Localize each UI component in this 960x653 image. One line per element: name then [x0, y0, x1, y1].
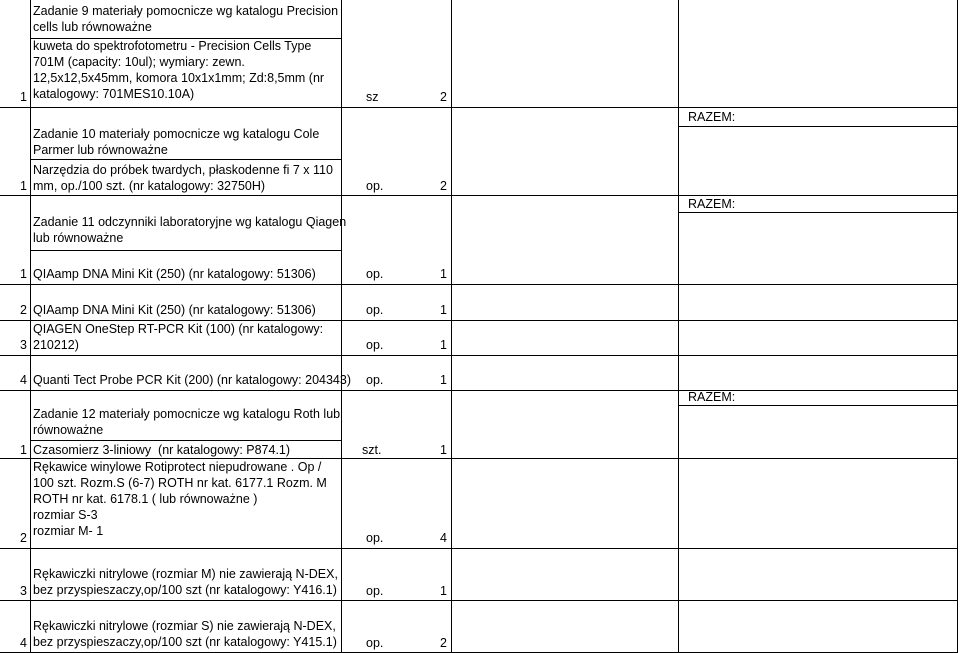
col-divider: [30, 0, 31, 653]
item-qty: 2: [440, 636, 447, 650]
item-name: kuweta do spektrofotometru - Precision Cells Type 701M (capacity: 10ul); wymiary: zewn. 12,5x12,5x45mm, komora 10x1x1mm; Zd:8,5mm (nr katalogowy: 701MES10.10A): [33, 39, 325, 101]
row-divider: [30, 159, 341, 160]
item-qty: 1: [440, 443, 447, 457]
row-divider: [30, 250, 341, 251]
item-name: Rękawice winylowe Rotiprotect niepudrowane . Op / 100 szt. Rozm.S (6-7) ROTH nr kat. 6177.1 Rozm. M ROTH nr kat. 6178.1 ( lub równoważne ) rozmiar S-3 rozmiar M- 1: [33, 460, 327, 538]
item-name: QIAGEN OneStep RT-PCR Kit (100) (nr katalogowy: 210212): [33, 322, 324, 352]
row-divider: [678, 405, 958, 406]
item-qty: 4: [440, 531, 447, 545]
item-name: Rękawiczki nitrylowe (rozmiar S) nie zawierają N-DEX, bez przyspieszaczy,op/100 szt (nr katalogowy: Y415.1): [33, 619, 337, 649]
item-unit: op.: [366, 338, 384, 352]
col-divider: [678, 0, 679, 653]
section-title: Zadanie 10 materiały pomocnicze wg katalogu Cole Parmer lub równoważne: [33, 127, 320, 157]
item-number: 3: [20, 338, 27, 352]
item-number: 2: [20, 303, 27, 317]
item-number: 1: [20, 179, 27, 193]
item-unit: szt.: [362, 443, 382, 457]
item-qty: 1: [440, 303, 447, 317]
item-qty: 1: [440, 584, 447, 598]
item-name: Quanti Tect Probe PCR Kit (200) (nr katalogowy: 204343): [33, 373, 351, 387]
razem-label: RAZEM:: [688, 110, 736, 124]
item-qty: 1: [440, 267, 447, 281]
item-qty: 1: [440, 373, 447, 387]
section-title: Zadanie 9 materiały pomocnicze wg katalogu Precision cells lub równoważne: [33, 4, 339, 34]
item-unit: op.: [366, 267, 384, 281]
item-number: 3: [20, 584, 27, 598]
col-divider: [341, 0, 342, 653]
item-unit: op.: [366, 303, 384, 317]
row-divider: [0, 600, 958, 601]
item-name: Narzędzia do próbek twardych, płaskodenne fi 7 x 110 mm, op./100 szt. (nr katalogowy: 32750H): [33, 163, 333, 193]
item-name: QIAamp DNA Mini Kit (250) (nr katalogowy: 51306): [33, 303, 316, 317]
item-name: QIAamp DNA Mini Kit (250) (nr katalogowy: 51306): [33, 267, 316, 281]
item-unit: op.: [366, 584, 384, 598]
item-qty: 2: [440, 179, 447, 193]
item-number: 4: [20, 636, 27, 650]
item-unit: op.: [366, 179, 384, 193]
item-number: 2: [20, 531, 27, 545]
row-divider: [678, 212, 958, 213]
row-divider: [30, 440, 341, 441]
item-name: Czasomierz 3-liniowy (nr katalogowy: P874.1): [33, 443, 291, 457]
col-divider: [957, 0, 958, 653]
item-qty: 2: [440, 90, 447, 104]
item-name: Rękawiczki nitrylowe (rozmiar M) nie zawierają N-DEX, bez przyspieszaczy,op/100 szt (nr katalogowy: Y416.1): [33, 567, 338, 597]
section-title: Zadanie 11 odczynniki laboratoryjne wg katalogu Qiagen lub równoważne: [33, 215, 347, 245]
row-divider: [0, 107, 958, 108]
row-divider: [0, 195, 958, 196]
row-divider: [0, 355, 958, 356]
item-unit: op.: [366, 636, 384, 650]
row-divider: [0, 284, 958, 285]
item-unit: sz: [366, 90, 379, 104]
item-number: 4: [20, 373, 27, 387]
col-divider: [451, 0, 452, 653]
razem-label: RAZEM:: [688, 390, 736, 404]
section-title: Zadanie 12 materiały pomocnicze wg katalogu Roth lub równoważne: [33, 407, 341, 437]
row-divider: [0, 548, 958, 549]
item-number: 1: [20, 443, 27, 457]
item-number: 1: [20, 267, 27, 281]
row-divider: [678, 126, 958, 127]
item-unit: op.: [366, 531, 384, 545]
item-number: 1: [20, 90, 27, 104]
item-unit: op.: [366, 373, 384, 387]
razem-label: RAZEM:: [688, 197, 736, 211]
row-divider: [0, 390, 958, 391]
item-qty: 1: [440, 338, 447, 352]
